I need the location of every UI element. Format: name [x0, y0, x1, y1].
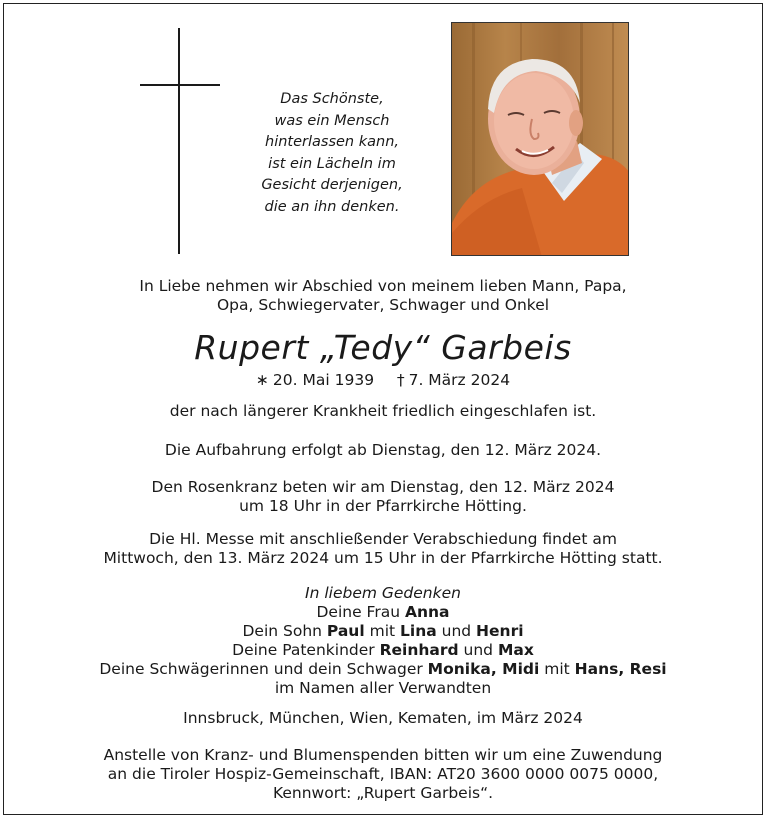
- rosary-line: um 18 Uhr in der Pfarrkirche Hötting.: [239, 497, 527, 515]
- passed-text: der nach längerer Krankheit friedlich eingeschlafen ist.: [169, 402, 597, 420]
- mourner-line-inlaws: Deine Schwägerinnen und dein Schwager Monika, Midi mit Hans, Resi: [99, 660, 667, 678]
- intro-text: [0, 277, 766, 315]
- deceased-name: Rupert „Tedy“ Garbeis: [194, 328, 572, 367]
- mass-line: Die Hl. Messe mit anschließender Verabschiedung findet am: [149, 530, 617, 548]
- mass-text: [0, 530, 766, 568]
- mourner-line-godchildren: Deine Patenkinder Reinhard und Max: [232, 641, 534, 659]
- mourner-line-relatives: im Namen aller Verwandten: [274, 679, 492, 697]
- life-dates: [0, 371, 766, 389]
- mourners-list: [0, 584, 766, 698]
- viewing-text: Die Aufbahrung erfolgt ab Dienstag, den 12. März 2024.: [164, 441, 602, 459]
- place-date: Innsbruck, München, Wien, Kematen, im März 2024: [183, 709, 583, 727]
- poem-line: die an ihn denken.: [264, 198, 400, 215]
- intro-line: Opa, Schwiegervater, Schwager und Onkel: [216, 296, 550, 314]
- poem-line: Gesicht derjenigen,: [261, 177, 403, 194]
- cross-icon: [140, 28, 220, 254]
- birth-symbol: ∗: [255, 371, 269, 389]
- rosary-line: Den Rosenkranz beten wir am Dienstag, den 12. März 2024: [151, 478, 615, 496]
- poem-line: Das Schönste,: [280, 91, 384, 107]
- poem: [232, 89, 432, 219]
- death-date: 7. März 2024: [408, 371, 511, 389]
- birth-date: 20. Mai 1939: [272, 371, 375, 389]
- mourner-line-son: Dein Sohn Paul mit Lina und Henri: [242, 622, 524, 640]
- death-symbol: †: [396, 371, 405, 389]
- mourner-line-wife: Deine Frau Anna: [316, 603, 450, 621]
- donation-line: an die Tiroler Hospiz-Gemeinschaft, IBAN: AT20 3600 0000 0075 0000,: [107, 765, 659, 783]
- portrait-photo: [451, 22, 629, 256]
- donation-text: [0, 746, 766, 803]
- donation-line: Kennwort: „Rupert Garbeis“.: [272, 784, 494, 802]
- poem-line: was ein Mensch: [274, 112, 390, 129]
- rosary-text: [0, 478, 766, 516]
- donation-line: Anstelle von Kranz- und Blumenspenden bitten wir um eine Zuwendung: [103, 746, 663, 764]
- poem-line: ist ein Lächeln im: [268, 155, 396, 172]
- mourners-heading: In liebem Gedenken: [305, 584, 461, 602]
- intro-line: In Liebe nehmen wir Abschied von meinem lieben Mann, Papa,: [139, 277, 627, 295]
- poem-line: hinterlassen kann,: [265, 134, 399, 151]
- mass-line: Mittwoch, den 13. März 2024 um 15 Uhr in der Pfarrkirche Hötting statt.: [103, 549, 663, 567]
